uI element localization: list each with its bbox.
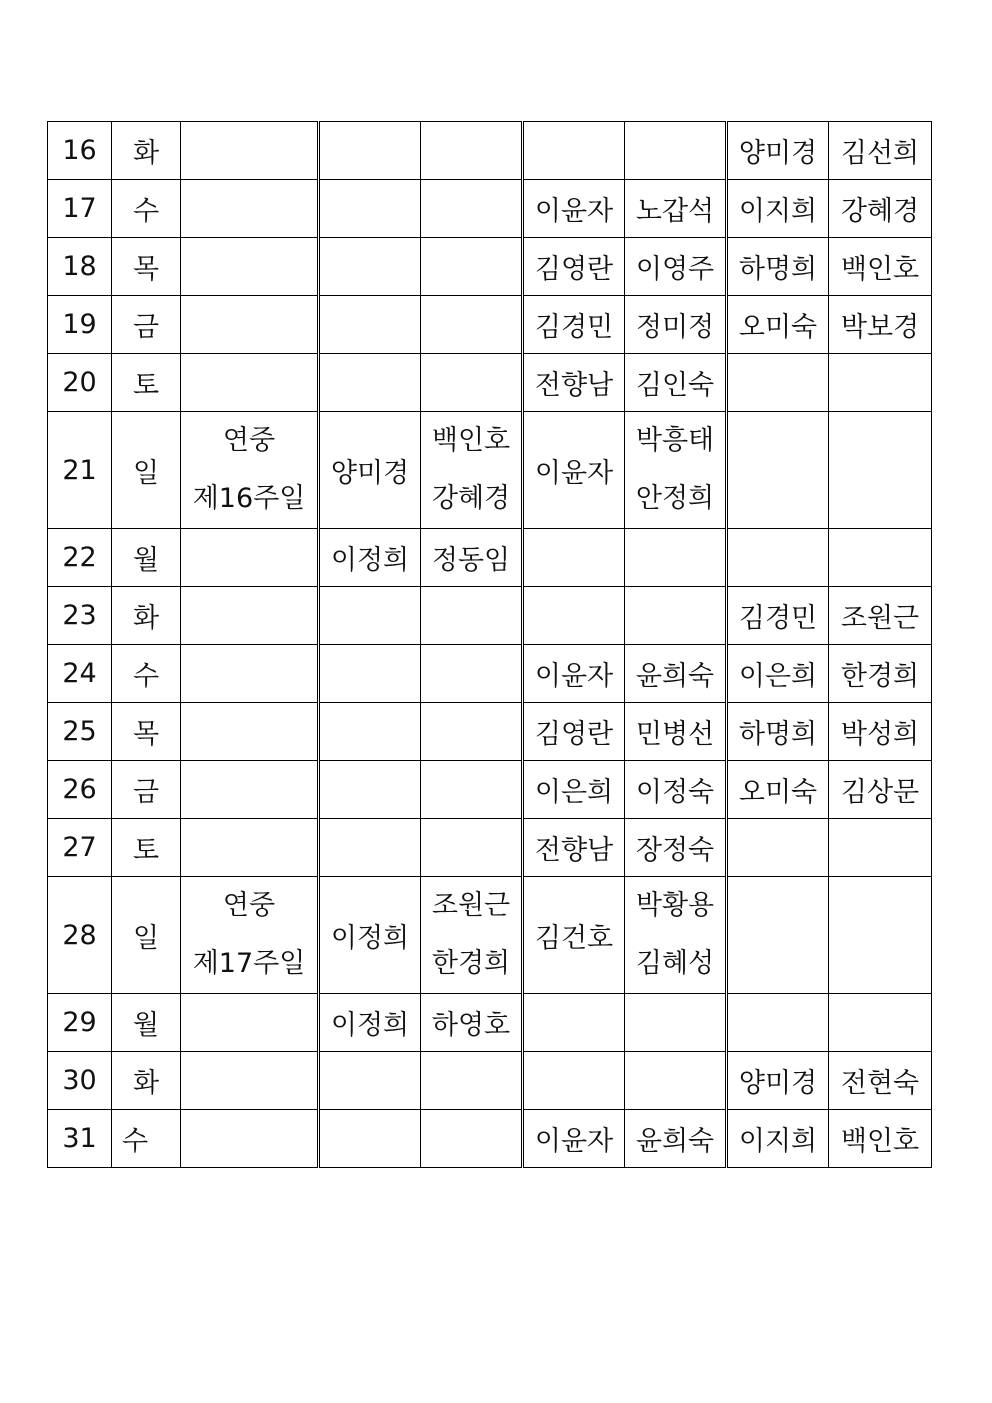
date-cell	[48, 761, 112, 819]
reader1-cell	[319, 645, 421, 703]
reader2-cell	[421, 122, 523, 180]
table-row	[48, 529, 932, 587]
duty2-cell	[829, 703, 932, 761]
reader2-cell	[421, 645, 523, 703]
duty2-cell	[829, 180, 932, 238]
server1-cell	[523, 1052, 625, 1110]
reader1-cell	[319, 587, 421, 645]
reader2-cell	[421, 180, 523, 238]
duty2-cell-text: 박보경	[840, 312, 920, 343]
server2-cell-text: 장정숙	[635, 835, 715, 866]
duty1-cell	[727, 645, 829, 703]
duty2-cell	[829, 587, 932, 645]
duty1-cell	[727, 994, 829, 1052]
server1-cell-text: 이윤자	[534, 1126, 614, 1157]
duty2-cell-text: 박성희	[840, 719, 920, 750]
reader2-cell-line2: 한경희	[431, 948, 511, 979]
duty1-cell-text: 오미숙	[738, 777, 818, 808]
duty2-cell	[829, 122, 932, 180]
server1-cell	[523, 238, 625, 296]
duty2-cell	[829, 877, 932, 994]
reader1-cell	[319, 819, 421, 877]
server2-cell	[625, 412, 727, 529]
server2-cell	[625, 703, 727, 761]
server2-cell	[625, 994, 727, 1052]
weekday-cell-text: 목	[132, 254, 160, 285]
reader1-cell-text: 이정희	[330, 922, 410, 954]
duty1-cell	[727, 1052, 829, 1110]
date-cell	[48, 412, 112, 529]
server1-cell	[523, 703, 625, 761]
weekday-cell-text: 화	[132, 603, 160, 634]
server1-cell	[523, 587, 625, 645]
date-cell-text: 27	[62, 832, 97, 863]
reader1-cell	[319, 412, 421, 529]
reader2-cell	[421, 877, 523, 994]
reader2-cell-line1: 백인호	[431, 425, 511, 456]
server1-cell	[523, 877, 625, 994]
duty2-cell	[829, 819, 932, 877]
date-cell-text: 24	[62, 658, 97, 689]
reader1-cell	[319, 529, 421, 587]
duty2-cell	[829, 994, 932, 1052]
reader2-cell	[421, 412, 523, 529]
feast-cell	[181, 354, 319, 412]
reader1-cell	[319, 877, 421, 994]
reader2-cell	[421, 1052, 523, 1110]
date-cell	[48, 1052, 112, 1110]
duty1-cell-text: 이지희	[738, 1126, 818, 1157]
weekday-cell	[112, 645, 181, 703]
weekday-cell-text: 화	[132, 138, 160, 169]
weekday-cell	[112, 587, 181, 645]
server1-cell	[523, 354, 625, 412]
reader2-cell	[421, 238, 523, 296]
weekday-cell	[112, 180, 181, 238]
weekday-cell-text: 화	[132, 1068, 160, 1099]
reader2-cell	[421, 703, 523, 761]
reader1-cell	[319, 994, 421, 1052]
feast-cell	[181, 296, 319, 354]
server1-cell-text: 전향남	[534, 835, 614, 866]
reader2-cell	[421, 1110, 523, 1168]
server1-cell	[523, 819, 625, 877]
duty1-cell	[727, 1110, 829, 1168]
date-cell-text: 21	[62, 454, 97, 486]
table-row	[48, 703, 932, 761]
feast-cell	[181, 819, 319, 877]
duty2-cell-text: 한경희	[840, 661, 920, 692]
duty1-cell-text: 양미경	[738, 1068, 818, 1099]
date-cell-text: 19	[62, 309, 97, 340]
duty1-cell-text: 김경민	[738, 603, 818, 634]
feast-cell-line2: 제17주일	[192, 948, 306, 979]
table-row	[48, 994, 932, 1052]
weekday-cell-text: 수	[132, 196, 160, 227]
reader2-cell	[421, 819, 523, 877]
reader1-cell	[319, 1110, 421, 1168]
date-cell-text: 18	[62, 251, 97, 282]
table-row	[48, 819, 932, 877]
date-cell	[48, 994, 112, 1052]
duty1-cell	[727, 703, 829, 761]
duty1-cell	[727, 122, 829, 180]
date-cell-text: 29	[62, 1007, 97, 1038]
server1-cell-text: 이윤자	[534, 196, 614, 227]
duty2-cell	[829, 296, 932, 354]
duty2-cell	[829, 238, 932, 296]
server2-cell	[625, 877, 727, 994]
server2-cell-text: 윤희숙	[635, 661, 715, 692]
duty1-cell	[727, 587, 829, 645]
feast-cell	[181, 1110, 319, 1168]
table-row	[48, 180, 932, 238]
server1-cell	[523, 994, 625, 1052]
feast-cell-line2: 제16주일	[192, 483, 306, 514]
duty2-cell-text: 조원근	[840, 603, 920, 634]
date-cell-text: 20	[62, 367, 97, 398]
server2-cell-line2: 안정희	[635, 483, 715, 514]
date-cell-text: 28	[62, 919, 97, 951]
date-cell	[48, 238, 112, 296]
server2-cell-line1: 박황용	[635, 890, 715, 921]
reader2-cell	[421, 529, 523, 587]
date-cell	[48, 819, 112, 877]
table-row	[48, 761, 932, 819]
duty1-cell	[727, 877, 829, 994]
duty1-cell	[727, 529, 829, 587]
table-row	[48, 412, 932, 529]
date-cell-text: 25	[62, 716, 97, 747]
feast-cell	[181, 587, 319, 645]
server2-cell	[625, 296, 727, 354]
reader2-cell-line2: 강혜경	[431, 483, 511, 514]
feast-cell-line1: 연중	[222, 890, 276, 921]
feast-cell	[181, 238, 319, 296]
reader1-cell	[319, 1052, 421, 1110]
duty2-cell-text: 전현숙	[840, 1068, 920, 1099]
weekday-cell-text: 월	[132, 1010, 160, 1041]
table-row	[48, 587, 932, 645]
weekday-cell	[112, 238, 181, 296]
weekday-cell	[112, 994, 181, 1052]
server1-cell	[523, 761, 625, 819]
server1-cell-text: 이은희	[534, 777, 614, 808]
table-row	[48, 645, 932, 703]
reader1-cell-text: 이정희	[330, 545, 410, 576]
duty1-cell	[727, 354, 829, 412]
server2-cell	[625, 819, 727, 877]
date-cell-text: 16	[62, 135, 97, 166]
server2-cell-text: 이정숙	[635, 777, 715, 808]
duty2-cell	[829, 529, 932, 587]
server1-cell	[523, 122, 625, 180]
feast-cell	[181, 703, 319, 761]
duty2-cell	[829, 1110, 932, 1168]
feast-cell	[181, 1052, 319, 1110]
server2-cell	[625, 1052, 727, 1110]
weekday-cell-text: 금	[132, 312, 160, 343]
server2-cell-text: 김인숙	[635, 370, 715, 401]
duty1-cell	[727, 238, 829, 296]
schedule-rows	[48, 122, 932, 1168]
server1-cell	[523, 529, 625, 587]
duty1-cell-text: 오미숙	[738, 312, 818, 343]
server2-cell-line1: 박흥태	[635, 425, 715, 456]
duty2-cell	[829, 761, 932, 819]
server2-cell-text: 윤희숙	[635, 1126, 715, 1157]
server1-cell	[523, 1110, 625, 1168]
feast-cell	[181, 761, 319, 819]
weekday-cell	[112, 529, 181, 587]
date-cell	[48, 877, 112, 994]
duty2-cell-text: 김상문	[840, 777, 920, 808]
server2-cell	[625, 1110, 727, 1168]
server1-cell-text: 이윤자	[534, 661, 614, 692]
duty1-cell	[727, 412, 829, 529]
weekday-cell	[112, 296, 181, 354]
weekday-cell-text: 수	[122, 1126, 149, 1157]
weekday-cell-text: 일	[132, 457, 160, 489]
date-cell	[48, 354, 112, 412]
feast-cell	[181, 877, 319, 994]
server1-cell	[523, 180, 625, 238]
date-cell	[48, 645, 112, 703]
server1-cell-text: 김영란	[534, 254, 614, 285]
reader1-cell-text: 양미경	[330, 457, 410, 489]
feast-cell	[181, 994, 319, 1052]
date-cell	[48, 122, 112, 180]
date-cell	[48, 180, 112, 238]
table-row	[48, 1110, 932, 1168]
weekday-cell	[112, 703, 181, 761]
reader1-cell	[319, 354, 421, 412]
server2-cell	[625, 645, 727, 703]
server2-cell-text: 정미정	[635, 312, 715, 343]
server2-cell-line2: 김혜성	[635, 948, 715, 979]
reader2-cell	[421, 296, 523, 354]
weekday-cell-text: 일	[132, 922, 160, 954]
weekday-cell-text: 토	[132, 370, 160, 401]
reader2-cell-text: 정동임	[431, 545, 511, 576]
date-cell-text: 26	[62, 774, 97, 805]
weekday-cell	[112, 412, 181, 529]
server2-cell	[625, 180, 727, 238]
duty1-cell-text: 양미경	[738, 138, 818, 169]
feast-cell	[181, 122, 319, 180]
reader1-cell	[319, 180, 421, 238]
feast-cell	[181, 645, 319, 703]
duty1-cell-text: 이은희	[738, 661, 818, 692]
weekday-cell	[112, 1052, 181, 1110]
date-cell	[48, 587, 112, 645]
duty2-cell-text: 강혜경	[840, 196, 920, 227]
duty2-cell-text: 백인호	[840, 1126, 920, 1157]
date-cell-text: 30	[62, 1065, 97, 1096]
duty2-cell-text: 김선희	[840, 138, 920, 169]
reader1-cell-text: 이정희	[330, 1010, 410, 1041]
date-cell-text: 22	[62, 542, 97, 573]
date-cell	[48, 703, 112, 761]
table-row	[48, 296, 932, 354]
duty2-cell	[829, 354, 932, 412]
server1-cell	[523, 645, 625, 703]
weekday-cell	[112, 761, 181, 819]
date-cell-text: 17	[62, 193, 97, 224]
server1-cell-text: 전향남	[534, 370, 614, 401]
duty1-cell	[727, 761, 829, 819]
duty2-cell	[829, 412, 932, 529]
reader2-cell-text: 하영호	[431, 1010, 511, 1041]
server2-cell-text: 노갑석	[635, 196, 715, 227]
duty1-cell	[727, 819, 829, 877]
weekday-cell-text: 수	[132, 661, 160, 692]
reader1-cell	[319, 703, 421, 761]
table-row	[48, 238, 932, 296]
reader2-cell	[421, 587, 523, 645]
server1-cell-text: 김경민	[534, 312, 614, 343]
date-cell	[48, 296, 112, 354]
weekday-cell	[112, 877, 181, 994]
duty1-cell	[727, 296, 829, 354]
server2-cell-text: 민병선	[635, 719, 715, 750]
server1-cell-text: 김건호	[534, 922, 614, 954]
server2-cell	[625, 354, 727, 412]
date-cell-text: 23	[62, 600, 97, 631]
weekday-cell-text: 월	[132, 545, 160, 576]
weekday-cell-text: 목	[132, 719, 160, 750]
schedule-table	[47, 121, 932, 1168]
feast-cell-line1: 연중	[222, 425, 276, 456]
server2-cell	[625, 587, 727, 645]
server2-cell	[625, 761, 727, 819]
table-row	[48, 1052, 932, 1110]
duty2-cell-text: 백인호	[840, 254, 920, 285]
duty1-cell	[727, 180, 829, 238]
server1-cell	[523, 296, 625, 354]
reader2-cell	[421, 994, 523, 1052]
duty1-cell-text: 하명희	[738, 254, 818, 285]
reader1-cell	[319, 761, 421, 819]
duty1-cell-text: 이지희	[738, 196, 818, 227]
reader1-cell	[319, 238, 421, 296]
feast-cell	[181, 529, 319, 587]
table-row	[48, 122, 932, 180]
reader2-cell	[421, 761, 523, 819]
weekday-cell	[112, 354, 181, 412]
date-cell	[48, 1110, 112, 1168]
server2-cell	[625, 529, 727, 587]
duty1-cell-text: 하명희	[738, 719, 818, 750]
reader1-cell	[319, 122, 421, 180]
duty2-cell	[829, 1052, 932, 1110]
reader1-cell	[319, 296, 421, 354]
server2-cell	[625, 122, 727, 180]
server1-cell-text: 이윤자	[534, 457, 614, 489]
server2-cell	[625, 238, 727, 296]
duty2-cell	[829, 645, 932, 703]
date-cell-text: 31	[62, 1123, 97, 1154]
reader2-cell-line1: 조원근	[431, 890, 511, 921]
date-cell	[48, 529, 112, 587]
weekday-cell	[112, 819, 181, 877]
reader2-cell	[421, 354, 523, 412]
server1-cell	[523, 412, 625, 529]
server2-cell-text: 이영주	[635, 254, 715, 285]
weekday-cell	[112, 122, 181, 180]
table-row	[48, 354, 932, 412]
weekday-cell-text: 금	[132, 777, 160, 808]
feast-cell	[181, 180, 319, 238]
feast-cell	[181, 412, 319, 529]
weekday-cell-text: 토	[132, 835, 160, 866]
weekday-cell	[112, 1110, 181, 1168]
server1-cell-text: 김영란	[534, 719, 614, 750]
table-row	[48, 877, 932, 994]
